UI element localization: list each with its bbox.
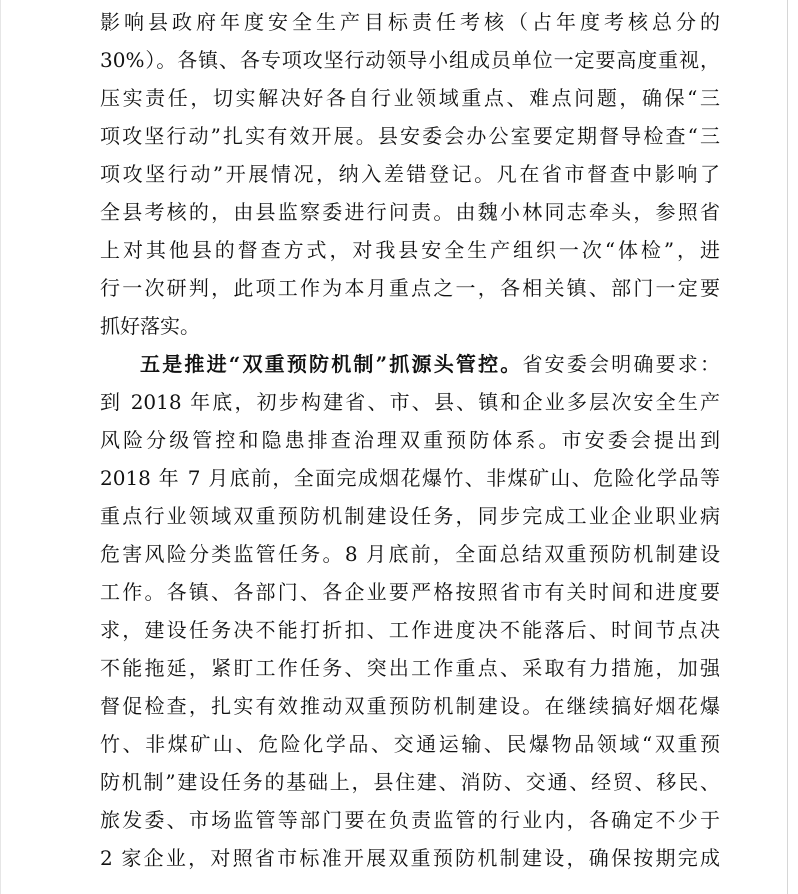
section-heading: 五是推进“双重预防机制”抓源头管控。: [140, 352, 523, 376]
paragraph-line: 全县考核的，由县监察委进行问责。由魏小林同志牵头，参照省: [100, 200, 720, 224]
paragraph-line: 到 2018 年底，初步构建省、市、县、镇和企业多层次安全生产: [100, 390, 720, 414]
paragraph-line: 危害风险分类监管任务。8 月底前，全面总结双重预防机制建设: [100, 542, 720, 566]
paragraph-line: 30%）。各镇、各专项攻坚行动领导小组成员单位一定要高度重视，: [100, 48, 720, 72]
paragraph-heading-line: [140, 349, 720, 379]
paragraph-line: 风险分级管控和隐患排查治理双重预防体系。市安委会提出到: [100, 428, 720, 452]
paragraph-line: 竹、非煤矿山、危险化学品、交通运输、民爆物品领域“双重预: [100, 732, 720, 756]
paragraph-line: 2 家企业，对照省市标准开展双重预防机制建设，确保按期完成: [100, 846, 720, 870]
paragraph-line: 旅发委、市场监管等部门要在负责监管的行业内，各确定不少于: [100, 808, 720, 832]
paragraph-line: 工作。各镇、各部门、各企业要严格按照省市有关时间和进度要: [100, 580, 720, 604]
paragraph-line: 抓好落实。: [100, 314, 200, 338]
paragraph-line: 督促检查，扎实有效推动双重预防机制建设。在继续搞好烟花爆: [100, 694, 720, 718]
paragraph-line: 压实责任，切实解决好各自行业领域重点、难点问题，确保“三: [100, 86, 720, 110]
page-edge-right: [787, 0, 788, 894]
paragraph-line: 求，建设任务决不能打折扣、工作进度决不能落后、时间节点决: [100, 618, 720, 642]
paragraph-line: 2018 年 7 月底前，全面完成烟花爆竹、非煤矿山、危险化学品等: [100, 466, 720, 490]
paragraph-line: 上对其他县的督查方式，对我县安全生产组织一次“体检”，进: [100, 238, 720, 262]
paragraph-line: 项攻坚行动”扎实有效开展。县安委会办公室要定期督导检查“三: [100, 124, 720, 148]
page-edge-left: [0, 0, 1, 894]
paragraph-line: 行一次研判，此项工作为本月重点之一，各相关镇、部门一定要: [100, 276, 720, 300]
paragraph-line: 重点行业领域双重预防机制建设任务，同步完成工业企业职业病: [100, 504, 720, 528]
paragraph-line: 项攻坚行动”开展情况，纳入差错登记。凡在省市督查中影响了: [100, 162, 720, 186]
paragraph-line: 不能拖延，紧盯工作任务、突出工作重点、采取有力措施，加强: [100, 656, 720, 680]
paragraph-line: 影响县政府年度安全生产目标责任考核（占年度考核总分的: [100, 10, 720, 34]
paragraph-line: 防机制”建设任务的基础上，县住建、消防、交通、经贸、移民、: [100, 770, 720, 794]
heading-continuation: 省安委会明确要求：: [522, 352, 721, 376]
